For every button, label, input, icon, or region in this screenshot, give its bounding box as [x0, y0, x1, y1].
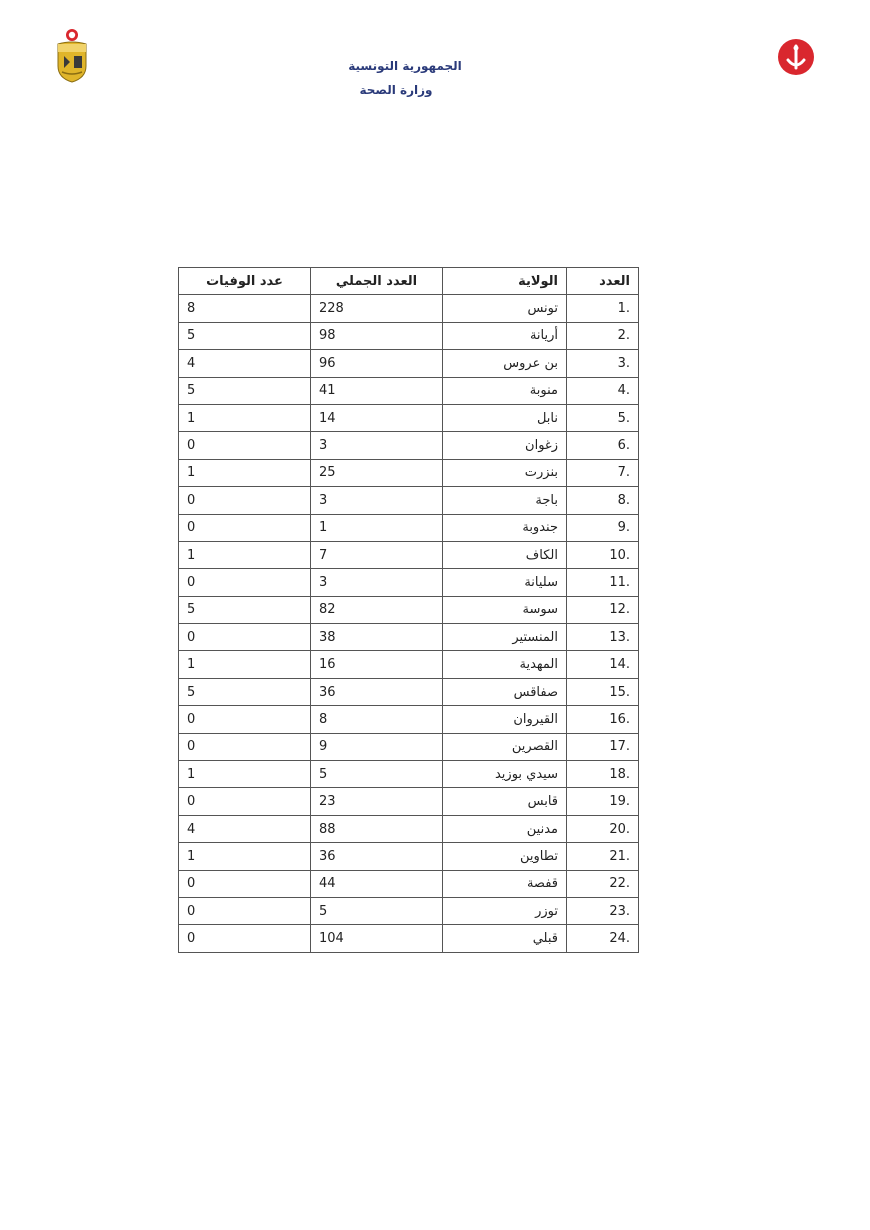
row-deaths: 0: [179, 514, 311, 541]
table-row: [179, 487, 639, 514]
row-deaths: 4: [179, 815, 311, 842]
republic-title: الجمهورية التونسية: [348, 59, 462, 73]
row-governorate: قفصة: [443, 870, 567, 897]
row-total: 36: [311, 843, 443, 870]
row-number: 8.: [567, 487, 639, 514]
table-row: [179, 761, 639, 788]
row-number: 5.: [567, 404, 639, 431]
row-number: 17.: [567, 733, 639, 760]
row-total: 3: [311, 569, 443, 596]
ministry-title: وزارة الصحة: [359, 83, 433, 97]
table-row: [179, 350, 639, 377]
row-deaths: 1: [179, 404, 311, 431]
ministry-header: [330, 54, 480, 102]
table-row: [179, 596, 639, 623]
row-total: 3: [311, 432, 443, 459]
row-total: 44: [311, 870, 443, 897]
row-total: 14: [311, 404, 443, 431]
table-row: [179, 651, 639, 678]
row-governorate: زغوان: [443, 432, 567, 459]
table-row: [179, 404, 639, 431]
row-deaths: 0: [179, 870, 311, 897]
table-row: [179, 432, 639, 459]
row-deaths: 1: [179, 761, 311, 788]
row-deaths: 5: [179, 377, 311, 404]
row-governorate: المنستير: [443, 624, 567, 651]
row-total: 9: [311, 733, 443, 760]
row-governorate: نابل: [443, 404, 567, 431]
table-row: [179, 541, 639, 568]
row-governorate: سليانة: [443, 569, 567, 596]
table-row: [179, 870, 639, 897]
row-deaths: 0: [179, 706, 311, 733]
row-total: 23: [311, 788, 443, 815]
row-governorate: بنزرت: [443, 459, 567, 486]
row-governorate: قابس: [443, 788, 567, 815]
row-governorate: سيدي بوزيد: [443, 761, 567, 788]
row-governorate: تطاوين: [443, 843, 567, 870]
table-row: [179, 377, 639, 404]
row-number: 23.: [567, 897, 639, 924]
row-total: 25: [311, 459, 443, 486]
row-governorate: المهدية: [443, 651, 567, 678]
row-number: 4.: [567, 377, 639, 404]
row-number: 18.: [567, 761, 639, 788]
row-deaths: 4: [179, 350, 311, 377]
row-deaths: 5: [179, 596, 311, 623]
ministry-of-health-logo-icon: [777, 38, 815, 76]
row-deaths: 1: [179, 651, 311, 678]
row-total: 1: [311, 514, 443, 541]
row-number: 20.: [567, 815, 639, 842]
table-header-row: [179, 268, 639, 295]
row-total: 8: [311, 706, 443, 733]
table-row: [179, 706, 639, 733]
row-number: 6.: [567, 432, 639, 459]
row-governorate: الكاف: [443, 541, 567, 568]
table-row: [179, 624, 639, 651]
header-governorate: الولاية: [443, 268, 567, 295]
row-number: 3.: [567, 350, 639, 377]
row-total: 82: [311, 596, 443, 623]
row-number: 15.: [567, 678, 639, 705]
row-deaths: 1: [179, 459, 311, 486]
row-deaths: 1: [179, 843, 311, 870]
row-deaths: 0: [179, 733, 311, 760]
row-deaths: 0: [179, 624, 311, 651]
row-total: 98: [311, 322, 443, 349]
table-row: [179, 322, 639, 349]
row-total: 104: [311, 925, 443, 952]
row-deaths: 0: [179, 925, 311, 952]
row-governorate: منوبة: [443, 377, 567, 404]
row-total: 3: [311, 487, 443, 514]
table-row: [179, 897, 639, 924]
table-row: [179, 295, 639, 322]
row-number: 7.: [567, 459, 639, 486]
row-governorate: قبلي: [443, 925, 567, 952]
row-total: 36: [311, 678, 443, 705]
row-deaths: 0: [179, 788, 311, 815]
row-governorate: مدنين: [443, 815, 567, 842]
row-deaths: 5: [179, 322, 311, 349]
row-governorate: صفاقس: [443, 678, 567, 705]
row-total: 5: [311, 897, 443, 924]
table-row: [179, 678, 639, 705]
row-number: 24.: [567, 925, 639, 952]
row-total: 41: [311, 377, 443, 404]
row-total: 88: [311, 815, 443, 842]
row-deaths: 5: [179, 678, 311, 705]
row-governorate: أريانة: [443, 322, 567, 349]
row-governorate: توزر: [443, 897, 567, 924]
row-number: 13.: [567, 624, 639, 651]
header-num: العدد: [567, 268, 639, 295]
header-total: العدد الجملي: [311, 268, 443, 295]
tunisia-coat-of-arms-icon: [52, 28, 92, 84]
row-total: 96: [311, 350, 443, 377]
row-number: 12.: [567, 596, 639, 623]
row-governorate: القيروان: [443, 706, 567, 733]
row-number: 22.: [567, 870, 639, 897]
row-governorate: بن عروس: [443, 350, 567, 377]
row-number: 16.: [567, 706, 639, 733]
row-number: 11.: [567, 569, 639, 596]
header-deaths: عدد الوفيات: [179, 268, 311, 295]
row-governorate: باجة: [443, 487, 567, 514]
row-governorate: سوسة: [443, 596, 567, 623]
row-total: 5: [311, 761, 443, 788]
row-governorate: القصرين: [443, 733, 567, 760]
table-row: [179, 514, 639, 541]
table-row: [179, 788, 639, 815]
row-deaths: 1: [179, 541, 311, 568]
row-deaths: 0: [179, 569, 311, 596]
row-total: 7: [311, 541, 443, 568]
row-number: 9.: [567, 514, 639, 541]
table-row: [179, 925, 639, 952]
row-governorate: تونس: [443, 295, 567, 322]
row-total: 16: [311, 651, 443, 678]
table-row: [179, 733, 639, 760]
table-body: [179, 295, 639, 952]
row-deaths: 0: [179, 487, 311, 514]
cases-table: [178, 267, 639, 953]
table-row: [179, 459, 639, 486]
row-deaths: 0: [179, 897, 311, 924]
row-number: 1.: [567, 295, 639, 322]
table-row: [179, 815, 639, 842]
table-row: [179, 569, 639, 596]
table-row: [179, 843, 639, 870]
row-total: 228: [311, 295, 443, 322]
row-number: 2.: [567, 322, 639, 349]
row-deaths: 8: [179, 295, 311, 322]
row-number: 14.: [567, 651, 639, 678]
row-governorate: جندوبة: [443, 514, 567, 541]
row-total: 38: [311, 624, 443, 651]
row-number: 21.: [567, 843, 639, 870]
row-number: 10.: [567, 541, 639, 568]
row-number: 19.: [567, 788, 639, 815]
row-deaths: 0: [179, 432, 311, 459]
